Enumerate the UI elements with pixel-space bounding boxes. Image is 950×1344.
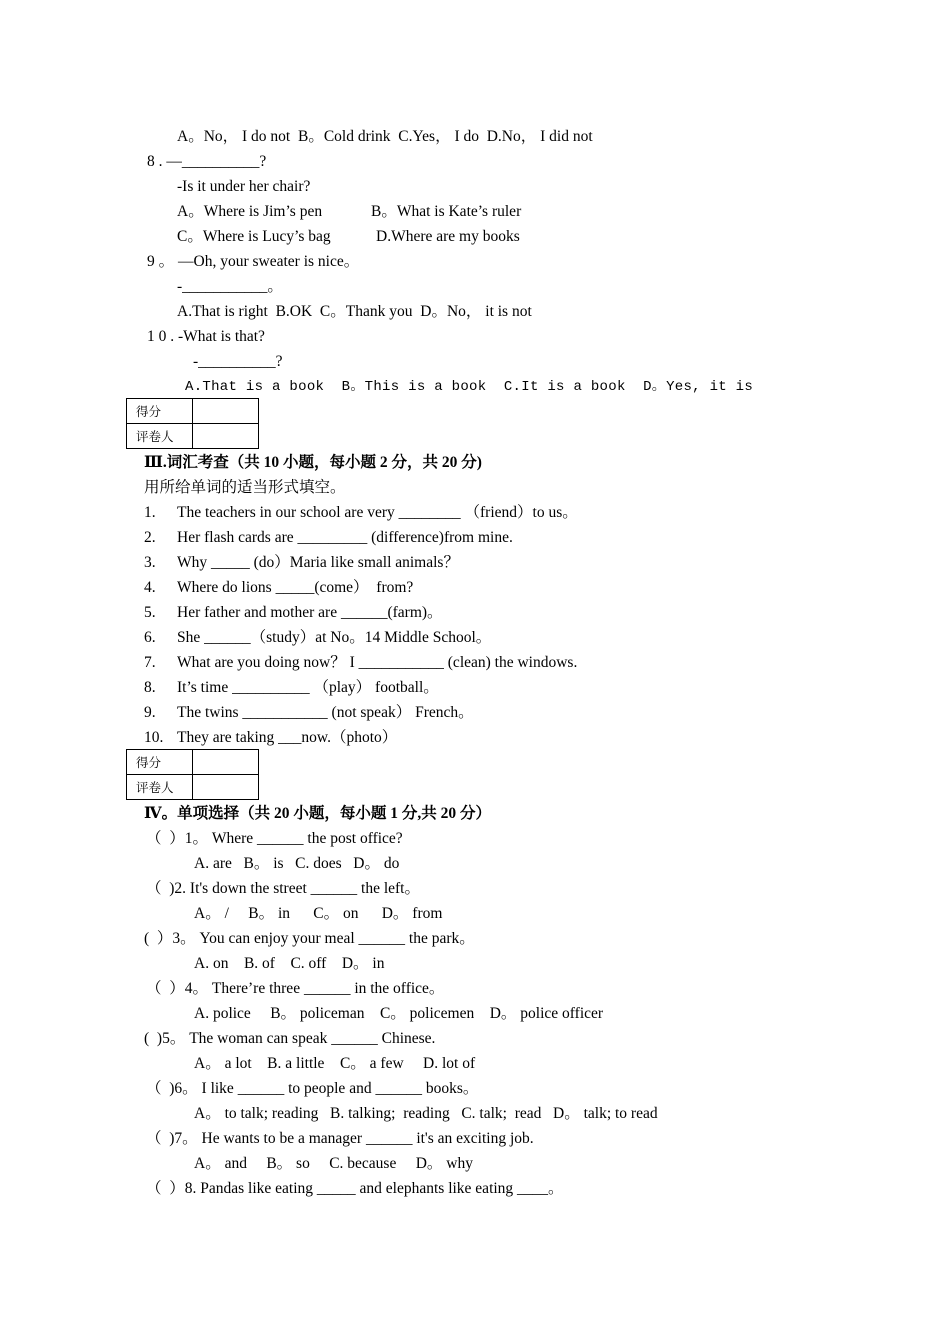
item-text: The twins ___________ (not speak） French。 (177, 704, 474, 721)
item-number: 7. (144, 654, 156, 671)
item-text: What are you doing now？ I ___________ (clean) the windows. (177, 654, 578, 671)
item-text: They are taking ___now.（photo） (177, 729, 398, 746)
item-text: It’s time __________ （play） football。 (177, 679, 439, 696)
grader-cell[interactable] (193, 424, 259, 449)
item-text: Why _____ (do）Maria like small animals？ (177, 554, 459, 571)
score-cell[interactable] (193, 750, 259, 775)
q8-option-d: D.Where are my books (376, 228, 520, 245)
q8-line (147, 152, 266, 172)
question-stem: （ ）1。 Where ______ the post office? (146, 830, 403, 847)
question-stem: （ )6。 I like ______ to people and ______ books。 (146, 1080, 479, 1097)
item-number: 10. (144, 729, 164, 746)
item-text: Where do lions _____(come） from? (177, 579, 414, 596)
item-number: 3. (144, 554, 156, 571)
question-options: A. police B。 policeman C。 policemen D。 police officer (194, 1005, 604, 1022)
score-label: 得分 (127, 750, 193, 775)
question-options: A. are B。 is C. does D。 do (194, 855, 400, 872)
question-options: A。 a lot B. a little C。 a few D. lot of (194, 1055, 476, 1072)
score-table-section4 (126, 749, 259, 800)
q9-line: 9 。 —Oh, your sweater is nice。 (147, 253, 360, 270)
question-stem: （ )7。 He wants to be a manager ______ it's an exciting job. (146, 1130, 534, 1147)
section4-title: Ⅳ。单项选择（共 20 小题，每小题 1 分,共 20 分） (144, 805, 491, 822)
grader-label: 评卷人 (127, 424, 193, 449)
q8-reply: -Is it under her chair? (177, 178, 311, 195)
question-stem: （ ）4。 There’re three ______ in the office。 (146, 980, 445, 997)
q8-option-b: B。What is Kate’s ruler (371, 203, 522, 220)
item-number: 4. (144, 579, 156, 596)
grader-label: 评卷人 (127, 775, 193, 800)
item-number: 1. (144, 504, 156, 521)
q10-blank: __________? (198, 353, 283, 370)
q8-number: 8 . — (147, 153, 182, 170)
item-number: 2. (144, 529, 156, 546)
question-stem: ( )5。 The woman can speak ______ Chinese. (144, 1030, 436, 1047)
section3-instruction: 用所给单词的适当形式填空。 (144, 479, 346, 496)
question-options: A。 and B。 so C. because D。 why (194, 1155, 473, 1172)
q9-blank: ___________。 (182, 278, 283, 295)
item-text: Her father and mother are ______(farm)。 (177, 604, 443, 621)
q10-answer-line (193, 352, 283, 372)
q8-option-a: A。Where is Jim’s pen (177, 203, 323, 220)
question-options: A。 to talk; reading B. talking; reading C. talk; read D。 talk; to read (194, 1105, 658, 1122)
item-text: The teachers in our school are very ________ （friend）to us。 (177, 504, 578, 521)
question-stem: （ ）8. Pandas like eating _____ and elephants like eating ____。 (146, 1180, 564, 1197)
q10-line: 1 0 . -What is that? (147, 328, 265, 345)
q8-option-c: C。Where is Lucy’s bag (177, 228, 331, 245)
item-text: She ______（study）at No。14 Middle School。 (177, 629, 492, 646)
q7-options: A。No， I do not B。Cold drink C.Yes， I do D.No， I did not (177, 128, 593, 145)
q9-options: A.That is right B.OK C。Thank you D。No， it is not (177, 303, 532, 320)
item-number: 8. (144, 679, 156, 696)
score-table-section3 (126, 398, 259, 449)
question-stem: （ )2. It's down the street ______ the left。 (146, 880, 420, 897)
item-number: 9. (144, 704, 156, 721)
score-cell[interactable] (193, 399, 259, 424)
item-text: Her flash cards are _________ (difference)from mine. (177, 529, 513, 546)
q8-blank: __________? (181, 153, 267, 170)
item-number: 5. (144, 604, 156, 621)
grader-cell[interactable] (193, 775, 259, 800)
question-options: A。 / B。 in C。 on D。 from (194, 905, 443, 922)
q10-options: A.That is a book B。This is a book C.It is a book D。Yes, it is (185, 379, 754, 395)
q9-answer-line (177, 277, 283, 297)
item-number: 6. (144, 629, 156, 646)
q9-dash: - (177, 278, 183, 295)
question-options: A. on B. of C. off D。 in (194, 955, 385, 972)
question-stem: ( ）3。 You can enjoy your meal ______ the park。 (144, 930, 475, 947)
score-label: 得分 (127, 399, 193, 424)
q10-dash: - (193, 353, 199, 370)
section3-title: Ⅲ.词汇考查（共 10 小题，每小题 2 分，共 20 分) (144, 454, 482, 471)
